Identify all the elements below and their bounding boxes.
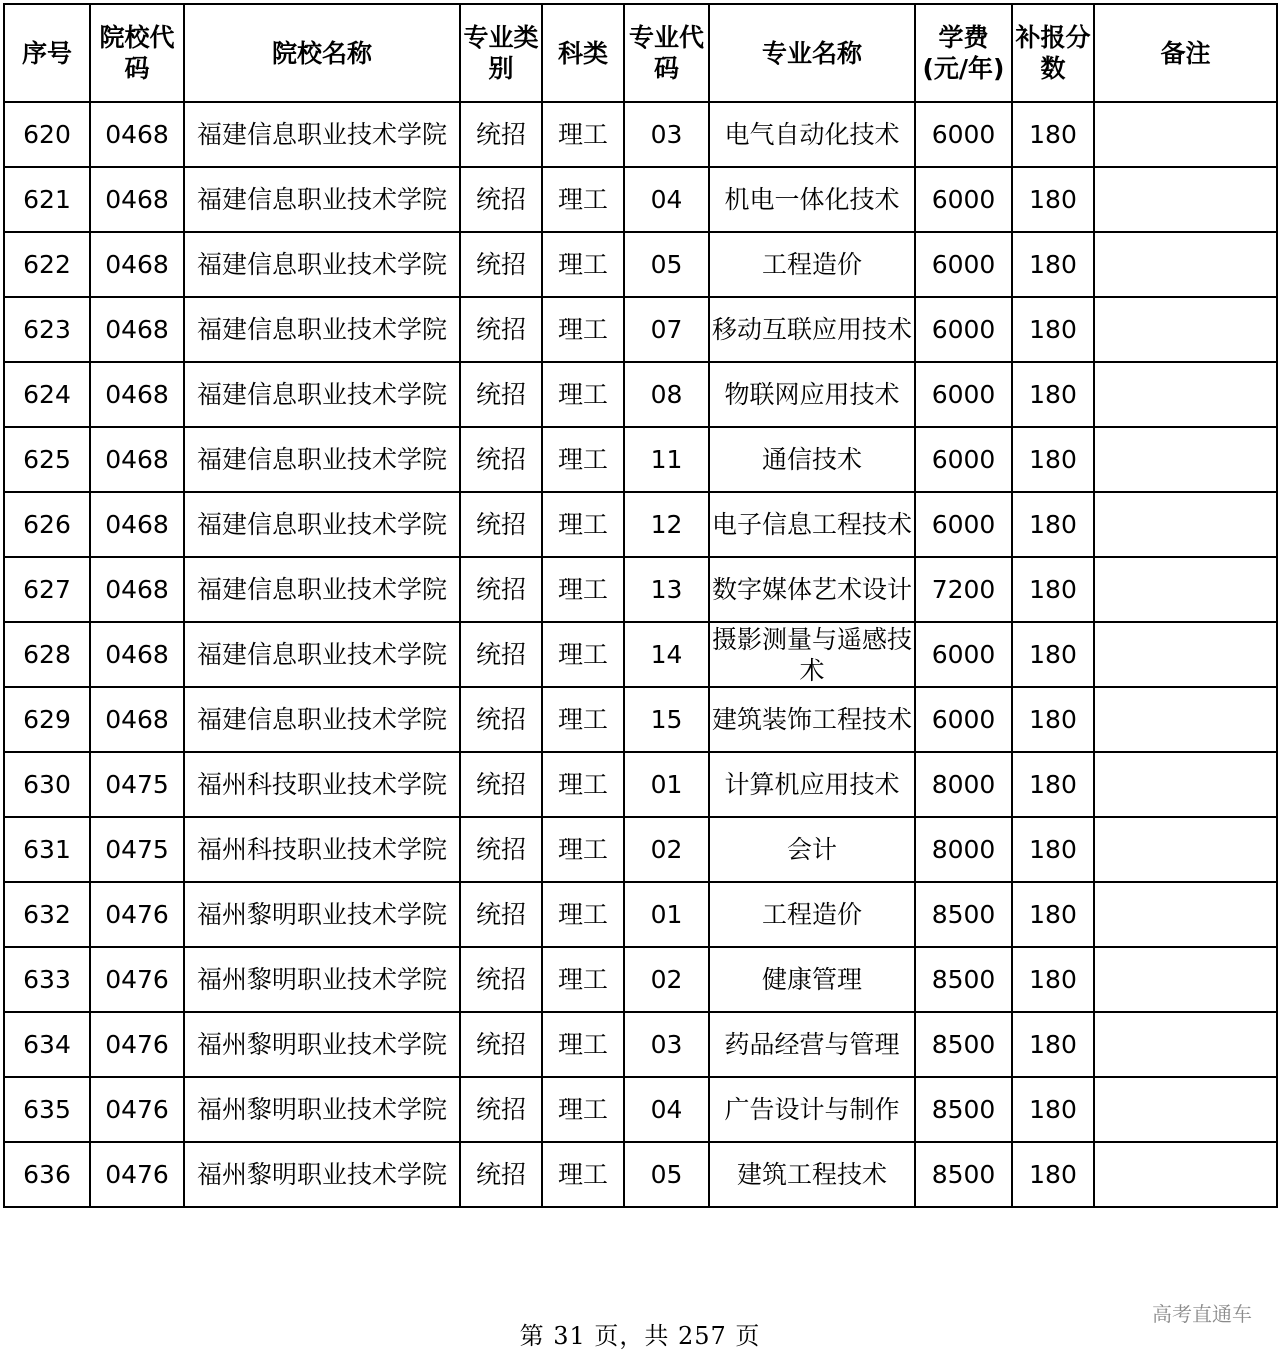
cell-subject: 理工 [542, 102, 624, 167]
cell-category: 统招 [460, 427, 542, 492]
cell-score: 180 [1012, 492, 1094, 557]
cell-remarks [1094, 167, 1277, 232]
cell-major-code: 14 [624, 622, 709, 687]
cell-score: 180 [1012, 557, 1094, 622]
cell-school-name: 福建信息职业技术学院 [184, 232, 460, 297]
cell-tuition: 8000 [915, 817, 1012, 882]
cell-major-name: 电气自动化技术 [709, 102, 915, 167]
cell-remarks [1094, 102, 1277, 167]
cell-remarks [1094, 1142, 1277, 1207]
cell-major-name: 广告设计与制作 [709, 1077, 915, 1142]
cell-school-code: 0475 [90, 817, 184, 882]
page-footer: 第 31 页，共 257 页 [519, 1322, 761, 1350]
cell-subject: 理工 [542, 232, 624, 297]
table-row [4, 1012, 1277, 1077]
cell-category: 统招 [460, 687, 542, 752]
cell-seq: 624 [4, 362, 90, 427]
cell-major-code: 04 [624, 167, 709, 232]
cell-category: 统招 [460, 882, 542, 947]
cell-seq: 630 [4, 752, 90, 817]
cell-remarks [1094, 752, 1277, 817]
watermark: 高考直通车 [1152, 1302, 1252, 1326]
table-row [4, 297, 1277, 362]
cell-score: 180 [1012, 622, 1094, 687]
table-row [4, 427, 1277, 492]
admission-table [3, 3, 1278, 1208]
cell-remarks [1094, 687, 1277, 752]
cell-score: 180 [1012, 362, 1094, 427]
table-row [4, 752, 1277, 817]
cell-school-name: 福州黎明职业技术学院 [184, 947, 460, 1012]
cell-remarks [1094, 817, 1277, 882]
cell-seq: 631 [4, 817, 90, 882]
cell-school-name: 福建信息职业技术学院 [184, 492, 460, 557]
cell-major-name: 摄影测量与遥感技术 [709, 622, 915, 687]
cell-category: 统招 [460, 622, 542, 687]
cell-school-code: 0476 [90, 882, 184, 947]
table-row [4, 557, 1277, 622]
cell-school-name: 福州科技职业技术学院 [184, 817, 460, 882]
cell-category: 统招 [460, 102, 542, 167]
cell-remarks [1094, 1077, 1277, 1142]
cell-school-name: 福建信息职业技术学院 [184, 362, 460, 427]
cell-school-code: 0475 [90, 752, 184, 817]
cell-remarks [1094, 947, 1277, 1012]
cell-major-code: 01 [624, 882, 709, 947]
cell-school-code: 0476 [90, 1142, 184, 1207]
cell-tuition: 8500 [915, 1012, 1012, 1077]
cell-school-code: 0468 [90, 297, 184, 362]
cell-remarks [1094, 492, 1277, 557]
cell-seq: 636 [4, 1142, 90, 1207]
table-row [4, 1077, 1277, 1142]
cell-seq: 629 [4, 687, 90, 752]
cell-school-name: 福州科技职业技术学院 [184, 752, 460, 817]
cell-major-code: 02 [624, 817, 709, 882]
cell-school-name: 福建信息职业技术学院 [184, 167, 460, 232]
cell-remarks [1094, 882, 1277, 947]
cell-score: 180 [1012, 102, 1094, 167]
cell-tuition: 8500 [915, 1142, 1012, 1207]
table-row [4, 687, 1277, 752]
cell-tuition: 8500 [915, 947, 1012, 1012]
cell-school-code: 0468 [90, 102, 184, 167]
cell-subject: 理工 [542, 817, 624, 882]
cell-major-code: 04 [624, 1077, 709, 1142]
cell-category: 统招 [460, 1142, 542, 1207]
header-row [4, 4, 1277, 102]
header-score: 补报分数 [1012, 4, 1094, 102]
cell-school-code: 0468 [90, 557, 184, 622]
cell-school-code: 0468 [90, 687, 184, 752]
cell-seq: 632 [4, 882, 90, 947]
cell-major-name: 通信技术 [709, 427, 915, 492]
cell-tuition: 6000 [915, 427, 1012, 492]
cell-major-name: 健康管理 [709, 947, 915, 1012]
cell-subject: 理工 [542, 492, 624, 557]
cell-category: 统招 [460, 362, 542, 427]
table-row [4, 882, 1277, 947]
cell-score: 180 [1012, 427, 1094, 492]
cell-major-name: 计算机应用技术 [709, 752, 915, 817]
cell-score: 180 [1012, 297, 1094, 362]
header-tuition: 学费(元/年) [915, 4, 1012, 102]
cell-remarks [1094, 297, 1277, 362]
cell-category: 统招 [460, 557, 542, 622]
cell-subject: 理工 [542, 947, 624, 1012]
cell-score: 180 [1012, 1012, 1094, 1077]
cell-school-name: 福州黎明职业技术学院 [184, 882, 460, 947]
cell-subject: 理工 [542, 427, 624, 492]
cell-tuition: 6000 [915, 102, 1012, 167]
cell-major-code: 11 [624, 427, 709, 492]
cell-major-code: 02 [624, 947, 709, 1012]
cell-score: 180 [1012, 752, 1094, 817]
header-subject: 科类 [542, 4, 624, 102]
cell-seq: 621 [4, 167, 90, 232]
cell-subject: 理工 [542, 1012, 624, 1077]
cell-school-name: 福州黎明职业技术学院 [184, 1077, 460, 1142]
cell-school-name: 福建信息职业技术学院 [184, 687, 460, 752]
cell-subject: 理工 [542, 1077, 624, 1142]
cell-tuition: 6000 [915, 622, 1012, 687]
cell-school-code: 0468 [90, 622, 184, 687]
table-row [4, 622, 1277, 687]
cell-subject: 理工 [542, 687, 624, 752]
cell-major-name: 物联网应用技术 [709, 362, 915, 427]
cell-major-code: 13 [624, 557, 709, 622]
cell-school-name: 福建信息职业技术学院 [184, 557, 460, 622]
cell-seq: 627 [4, 557, 90, 622]
cell-score: 180 [1012, 167, 1094, 232]
cell-score: 180 [1012, 1077, 1094, 1142]
cell-school-name: 福建信息职业技术学院 [184, 297, 460, 362]
cell-score: 180 [1012, 882, 1094, 947]
cell-seq: 620 [4, 102, 90, 167]
cell-major-code: 12 [624, 492, 709, 557]
cell-major-name: 移动互联应用技术 [709, 297, 915, 362]
cell-subject: 理工 [542, 557, 624, 622]
header-seq: 序号 [4, 4, 90, 102]
cell-category: 统招 [460, 1077, 542, 1142]
cell-major-name: 电子信息工程技术 [709, 492, 915, 557]
cell-tuition: 7200 [915, 557, 1012, 622]
cell-school-name: 福建信息职业技术学院 [184, 622, 460, 687]
cell-remarks [1094, 427, 1277, 492]
cell-score: 180 [1012, 1142, 1094, 1207]
cell-major-name: 机电一体化技术 [709, 167, 915, 232]
cell-category: 统招 [460, 167, 542, 232]
table-row [4, 492, 1277, 557]
cell-seq: 635 [4, 1077, 90, 1142]
cell-seq: 628 [4, 622, 90, 687]
cell-school-name: 福建信息职业技术学院 [184, 427, 460, 492]
cell-remarks [1094, 622, 1277, 687]
cell-score: 180 [1012, 817, 1094, 882]
table-row [4, 947, 1277, 1012]
cell-seq: 623 [4, 297, 90, 362]
cell-major-name: 建筑装饰工程技术 [709, 687, 915, 752]
cell-subject: 理工 [542, 622, 624, 687]
cell-school-code: 0468 [90, 362, 184, 427]
cell-major-code: 03 [624, 102, 709, 167]
cell-major-name: 工程造价 [709, 232, 915, 297]
table-row [4, 167, 1277, 232]
cell-subject: 理工 [542, 752, 624, 817]
cell-school-name: 福州黎明职业技术学院 [184, 1012, 460, 1077]
cell-school-code: 0476 [90, 1077, 184, 1142]
cell-remarks [1094, 557, 1277, 622]
cell-seq: 625 [4, 427, 90, 492]
header-major-category: 专业类别 [460, 4, 542, 102]
table-row [4, 232, 1277, 297]
cell-tuition: 8500 [915, 1077, 1012, 1142]
cell-school-name: 福建信息职业技术学院 [184, 102, 460, 167]
cell-remarks [1094, 1012, 1277, 1077]
cell-major-code: 05 [624, 1142, 709, 1207]
cell-category: 统招 [460, 492, 542, 557]
cell-major-code: 03 [624, 1012, 709, 1077]
table-row [4, 1142, 1277, 1207]
table-row [4, 102, 1277, 167]
cell-tuition: 6000 [915, 362, 1012, 427]
cell-tuition: 8500 [915, 882, 1012, 947]
cell-major-name: 数字媒体艺术设计 [709, 557, 915, 622]
header-school-name: 院校名称 [184, 4, 460, 102]
cell-remarks [1094, 362, 1277, 427]
cell-major-name: 工程造价 [709, 882, 915, 947]
cell-category: 统招 [460, 232, 542, 297]
cell-school-code: 0468 [90, 232, 184, 297]
cell-school-code: 0476 [90, 1012, 184, 1077]
table-row [4, 362, 1277, 427]
cell-category: 统招 [460, 752, 542, 817]
cell-seq: 634 [4, 1012, 90, 1077]
cell-tuition: 8000 [915, 752, 1012, 817]
cell-seq: 622 [4, 232, 90, 297]
cell-major-name: 会计 [709, 817, 915, 882]
table-row [4, 817, 1277, 882]
cell-category: 统招 [460, 947, 542, 1012]
cell-category: 统招 [460, 297, 542, 362]
cell-subject: 理工 [542, 882, 624, 947]
cell-major-name: 建筑工程技术 [709, 1142, 915, 1207]
cell-tuition: 6000 [915, 232, 1012, 297]
cell-school-code: 0476 [90, 947, 184, 1012]
cell-tuition: 6000 [915, 167, 1012, 232]
cell-subject: 理工 [542, 167, 624, 232]
cell-tuition: 6000 [915, 492, 1012, 557]
cell-school-code: 0468 [90, 427, 184, 492]
cell-major-code: 05 [624, 232, 709, 297]
cell-school-code: 0468 [90, 167, 184, 232]
cell-tuition: 6000 [915, 297, 1012, 362]
cell-school-code: 0468 [90, 492, 184, 557]
cell-major-code: 01 [624, 752, 709, 817]
header-remarks: 备注 [1094, 4, 1277, 102]
cell-major-code: 08 [624, 362, 709, 427]
header-school-code: 院校代码 [90, 4, 184, 102]
header-major-code: 专业代码 [624, 4, 709, 102]
table-body [4, 102, 1277, 1207]
cell-subject: 理工 [542, 362, 624, 427]
cell-score: 180 [1012, 232, 1094, 297]
cell-seq: 626 [4, 492, 90, 557]
cell-major-code: 07 [624, 297, 709, 362]
cell-category: 统招 [460, 817, 542, 882]
cell-subject: 理工 [542, 1142, 624, 1207]
cell-seq: 633 [4, 947, 90, 1012]
cell-category: 统招 [460, 1012, 542, 1077]
cell-major-code: 15 [624, 687, 709, 752]
cell-subject: 理工 [542, 297, 624, 362]
cell-school-name: 福州黎明职业技术学院 [184, 1142, 460, 1207]
cell-remarks [1094, 232, 1277, 297]
cell-tuition: 6000 [915, 687, 1012, 752]
cell-major-name: 药品经营与管理 [709, 1012, 915, 1077]
header-major-name: 专业名称 [709, 4, 915, 102]
cell-score: 180 [1012, 687, 1094, 752]
cell-score: 180 [1012, 947, 1094, 1012]
